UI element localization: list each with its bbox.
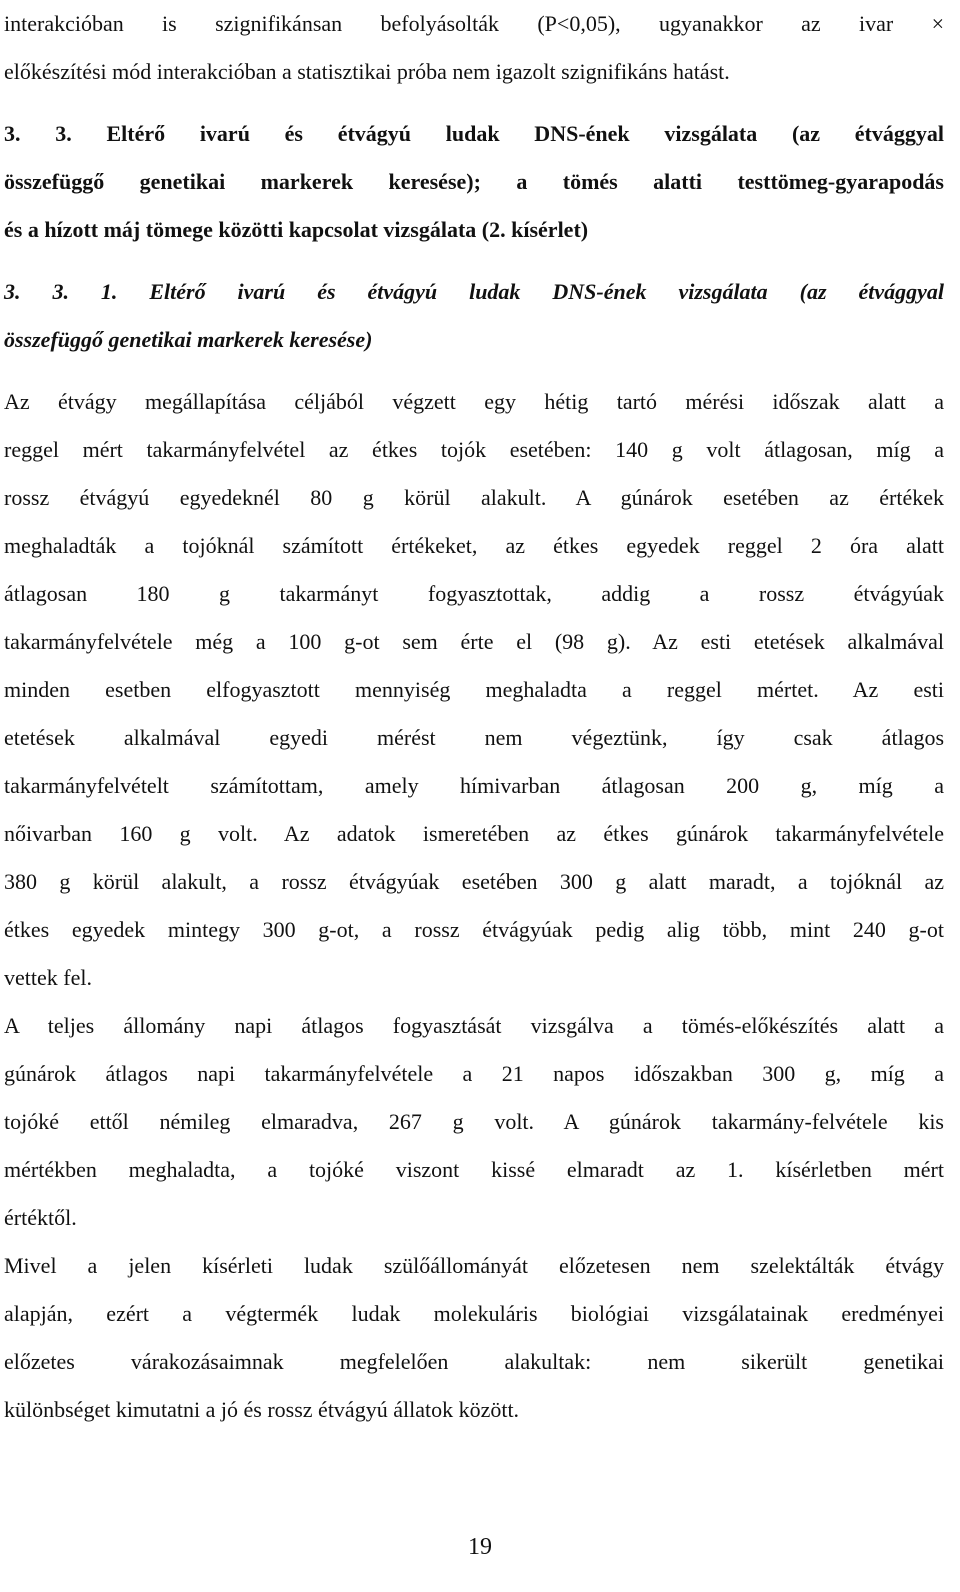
text-line: különbséget kimutatni a jó és rossz étvágyú állatok között. — [4, 1397, 520, 1422]
text-line: 380 g körül alakult, a rossz étvágyúak esetében 300 g alatt maradt, a tojóknál az — [4, 869, 944, 894]
text-line: Az étvágy megállapítása céljából végzett egy hétig tartó mérési időszak alatt a — [4, 389, 944, 414]
text-line: Mivel a jelen kísérleti ludak szülőállományát előzetesen nem szelektálták étvágy — [4, 1253, 944, 1278]
text-line: rossz étvágyú egyedeknél 80 g körül alakult. A gúnárok esetében az értékek — [4, 485, 944, 510]
text-line: vettek fel. — [4, 965, 92, 990]
text-line: nőivarban 160 g volt. Az adatok ismeretében az étkes gúnárok takarmányfelvétele — [4, 821, 944, 846]
body-paragraph — [4, 378, 944, 1002]
text-line: étkes egyedek mintegy 300 g-ot, a rossz étvágyúak pedig alig több, mint 240 g-ot — [4, 917, 944, 942]
text-line: reggel mért takarmányfelvétel az étkes tojók esetében: 140 g volt átlagosan, míg a — [4, 437, 944, 462]
text-line: tojóké ettől némileg elmaradva, 267 g volt. A gúnárok takarmány-felvétele kis — [4, 1109, 944, 1134]
page-number: 19 — [468, 1534, 492, 1560]
text-line: gúnárok átlagos napi takarmányfelvétele a 21 napos időszakban 300 g, míg a — [4, 1061, 944, 1086]
heading-line: 3. 3. Eltérő ivarú és étvágyú ludak DNS-ének vizsgálata (az étvággyal — [4, 121, 944, 146]
text-line: etetések alkalmával egyedi mérést nem végeztünk, így csak átlagos — [4, 725, 944, 750]
text-line: átlagosan 180 g takarmányt fogyasztottak, addig a rossz étvágyúak — [4, 581, 944, 606]
text-line: értéktől. — [4, 1205, 77, 1230]
document-page — [4, 0, 944, 1434]
heading-line: összefüggő genetikai markerek keresése); a tömés alatti testtömeg-gyarapodás — [4, 169, 944, 194]
heading-line: összefüggő genetikai markerek keresése) — [4, 327, 373, 352]
heading-line: 3. 3. 1. Eltérő ivarú és étvágyú ludak DNS-ének vizsgálata (az étvággyal — [4, 279, 944, 304]
text-line: takarmányfelvétele még a 100 g-ot sem érte el (98 g). Az esti etetések alkalmával — [4, 629, 944, 654]
text-line: alapján, ezért a végtermék ludak molekuláris biológiai vizsgálatainak eredményei — [4, 1301, 944, 1326]
body-paragraph — [4, 1002, 944, 1242]
text-line: A teljes állomány napi átlagos fogyasztását vizsgálva a tömés-előkészítés alatt a — [4, 1013, 944, 1038]
text-line: előkészítési mód interakcióban a statisztikai próba nem igazolt szignifikáns hatást. — [4, 59, 730, 84]
text-line: minden esetben elfogyasztott mennyiség meghaladta a reggel mértet. Az esti — [4, 677, 944, 702]
text-line: interakcióban is szignifikánsan befolyásolták (P<0,05), ugyanakkor az ivar × — [4, 11, 944, 36]
section-heading — [4, 110, 944, 254]
text-line: mértékben meghaladta, a tojóké viszont kissé elmaradt az 1. kísérletben mért — [4, 1157, 944, 1182]
text-line: meghaladták a tojóknál számított értékeket, az étkes egyedek reggel 2 óra alatt — [4, 533, 944, 558]
heading-line: és a hízott máj tömege közötti kapcsolat vizsgálata (2. kísérlet) — [4, 217, 589, 242]
text-line: takarmányfelvételt számítottam, amely hímivarban átlagosan 200 g, míg a — [4, 773, 944, 798]
intro-paragraph — [4, 0, 944, 96]
subsection-heading — [4, 268, 944, 364]
body-paragraph — [4, 1242, 944, 1434]
text-line: előzetes várakozásaimnak megfelelően alakultak: nem sikerült genetikai — [4, 1349, 944, 1374]
